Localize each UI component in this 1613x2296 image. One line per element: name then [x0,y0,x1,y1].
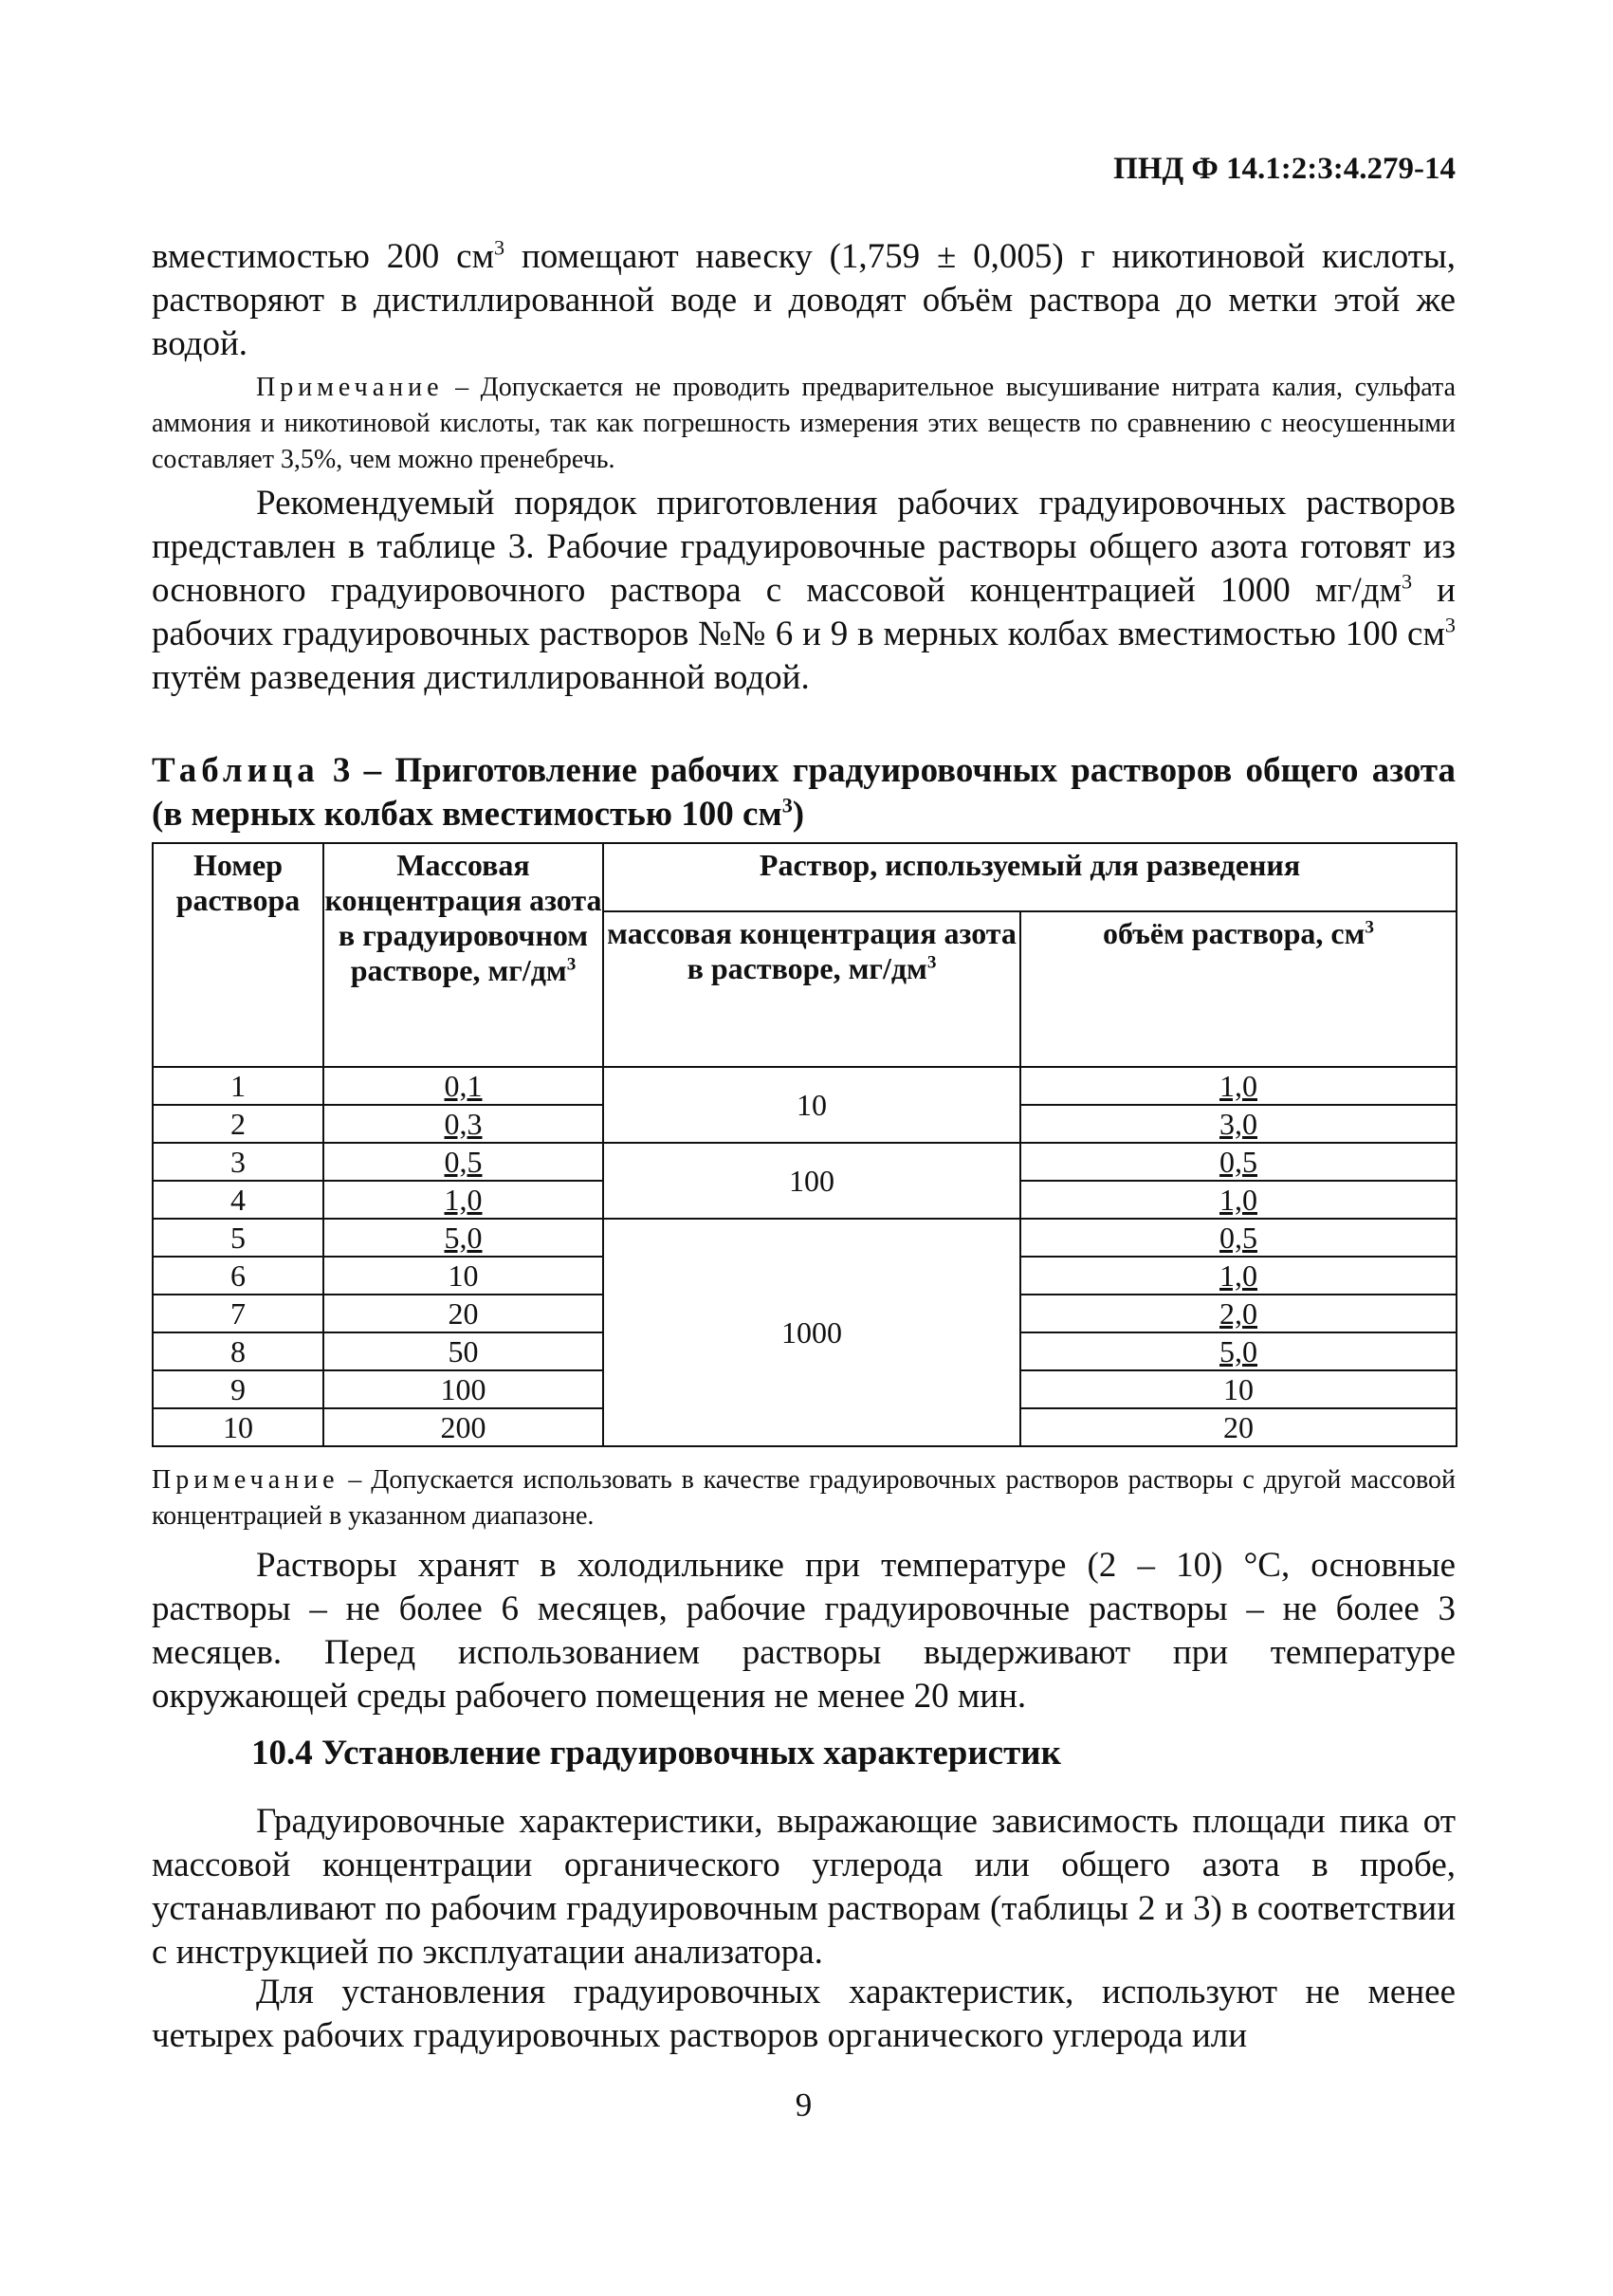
document-code: ПНД Ф 14.1:2:3:4.279-14 [1113,152,1456,186]
cell-conc: 100 [323,1370,603,1408]
note-2 [152,1462,1456,1534]
paragraph-2 [152,482,1456,700]
table-title-text-b: ) [792,795,805,834]
cell-source-conc: 100 [603,1143,1020,1219]
cell-volume: 5,0 [1020,1332,1457,1370]
paragraph-4: Градуировочные характеристики, выражающие зависимость площади пика от массовой концентрации органического углерода или общего азота в пробе, устанавливают по рабочим градуировочным растворам (таблицы 2 и 3) в соответствии с инструкцией по эксплуатации анализатора. [152,1802,1456,1972]
table-row [153,1143,1457,1181]
superscript: 3 [566,954,577,975]
superscript: 3 [781,793,793,817]
superscript: 3 [494,235,505,260]
cell-number: 2 [153,1105,323,1143]
cell-source-conc: 10 [603,1067,1020,1143]
cell-conc: 0,5 [323,1143,603,1181]
cell-conc: 5,0 [323,1219,603,1257]
cell-number: 1 [153,1067,323,1105]
table-title-text-a: 3 – Приготовление рабочих градуировочных растворов общего азота (в мерных колбах вместимостью 100 см [152,751,1456,834]
note-2-text: – Допускается использовать в качестве градуировочных растворов растворы с другой массовой концентрацией в указанном диапазоне. [152,1465,1456,1531]
cell-volume: 0,5 [1020,1143,1457,1181]
cell-volume: 1,0 [1020,1067,1457,1105]
paragraph-2-text-c: путём разведения дистиллированной водой. [152,658,810,697]
table-label: Таблица [152,751,320,790]
paragraph-1-text-b: помещают навеску (1,759 ± 0,005) г никотиновой кислоты, растворяют в дистиллированной воде и доводят объём раствора до метки этой же водой. [152,237,1456,363]
header-volume-text: объём раствора, см [1102,915,1366,950]
header-solution-used: Раствор, используемый для разведения [603,843,1457,911]
cell-number: 7 [153,1295,323,1332]
cell-volume: 3,0 [1020,1105,1457,1143]
note-1 [152,370,1456,478]
header-source-conc-text: массовая концентрация азота в растворе, мг/дм [607,915,1017,985]
cell-number: 10 [153,1408,323,1446]
header-number: Номер раствора [153,843,323,1067]
table-row [153,1067,1457,1105]
note-1-text: – Допускается не проводить предварительное высушивание нитрата калия, сульфата аммония и никотиновой кислоты, так как погрешность измерения этих веществ по сравнению с неосушенными составляет 3,5%, чем можно пренебречь. [152,373,1456,474]
cell-conc: 0,3 [323,1105,603,1143]
cell-number: 3 [153,1143,323,1181]
header-source-conc [603,911,1020,1067]
cell-conc: 50 [323,1332,603,1370]
superscript: 3 [926,951,937,972]
cell-conc: 200 [323,1408,603,1446]
cell-number: 4 [153,1181,323,1219]
data-table [152,842,1457,1447]
document-page [152,0,1456,2296]
cell-number: 8 [153,1332,323,1370]
cell-volume: 10 [1020,1370,1457,1408]
table-title [152,749,1456,836]
cell-number: 5 [153,1219,323,1257]
paragraph-2-text-a: Рекомендуемый порядок приготовления рабочих градуировочных растворов представлен в таблице 3. Рабочие градуировочные растворы общего азота готовят из основного градуировочного раствора с массовой концентрацией 1000 мг/дм [152,484,1456,610]
cell-source-conc: 1000 [603,1219,1020,1446]
paragraph-2-text-b: и рабочих градуировочных растворов №№ 6 и 9 в мерных колбах вместимостью 100 см [152,571,1456,653]
cell-conc: 1,0 [323,1181,603,1219]
section-heading: 10.4 Установление градуировочных характеристик [251,1734,1061,1773]
paragraph-5: Для установления градуировочных характеристик, используют не менее четырех рабочих градуировочных растворов органического углерода или [152,1973,1456,2055]
cell-conc: 20 [323,1295,603,1332]
cell-volume: 1,0 [1020,1181,1457,1219]
superscript: 3 [1401,569,1413,594]
header-volume [1020,911,1457,1067]
note-2-label: Примечание [152,1465,339,1495]
table-3 [152,842,1456,1447]
superscript: 3 [1444,613,1456,637]
cell-conc: 0,1 [323,1067,603,1105]
superscript: 3 [1365,916,1375,937]
header-mass-conc-text: Массовая концентрация азота в градуировочном растворе, мг/дм [324,848,602,987]
cell-volume: 2,0 [1020,1295,1457,1332]
page-number: 9 [795,2086,813,2123]
cell-number: 9 [153,1370,323,1408]
paragraph-1-text-a: вместимостью 200 см [152,237,495,276]
header-mass-conc [323,843,603,1067]
cell-volume: 0,5 [1020,1219,1457,1257]
cell-volume: 1,0 [1020,1257,1457,1295]
cell-number: 6 [153,1257,323,1295]
paragraph-3: Растворы хранят в холодильнике при температуре (2 – 10) °С, основные растворы – не более 6 месяцев, рабочие градуировочные растворы – не более 3 месяцев. Перед использованием растворы выдерживают при температуре окружающей среды рабочего помещения не менее 20 мин. [152,1546,1456,1716]
table-row [153,1219,1457,1257]
paragraph-1 [152,235,1456,366]
cell-conc: 10 [323,1257,603,1295]
cell-volume: 20 [1020,1408,1457,1446]
note-1-label: Примечание [256,373,444,402]
